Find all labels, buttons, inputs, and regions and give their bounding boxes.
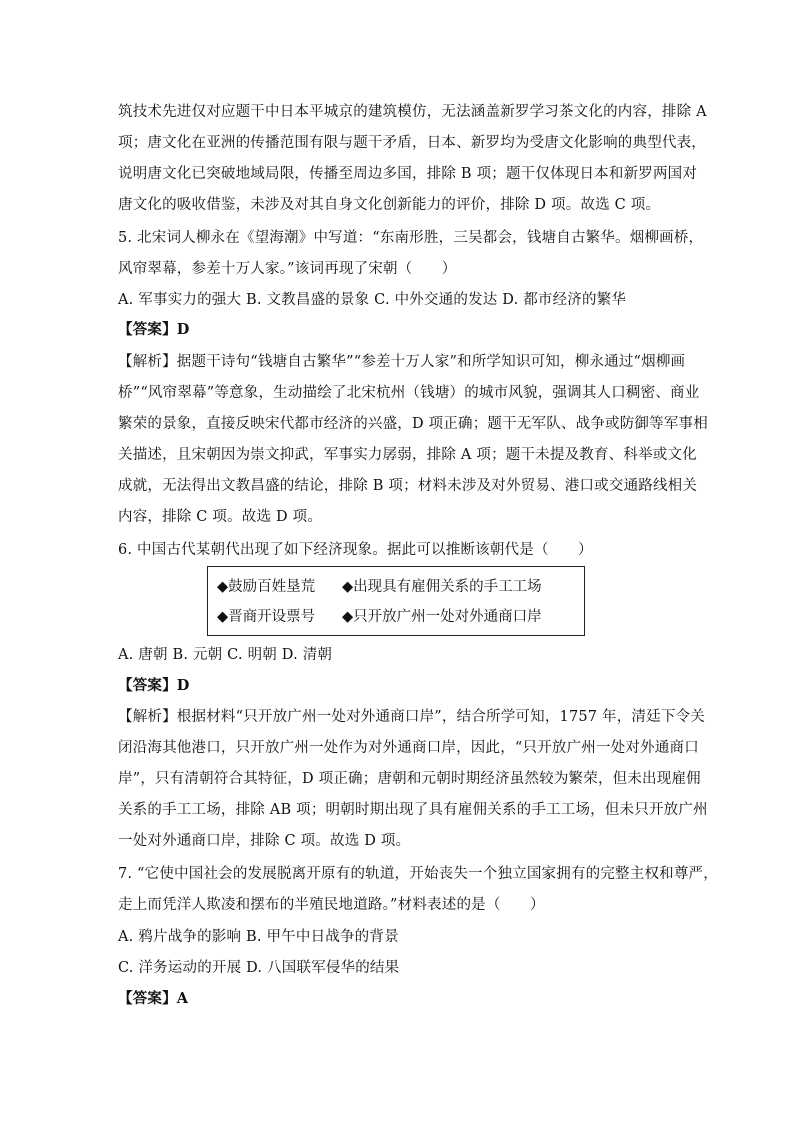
economic-phenomena-table: [207, 566, 585, 636]
question-7-stem: 走上而凭洋人欺凌和摆布的半殖民地道路。”材料表述的是（ ）: [118, 897, 545, 913]
answer-label: 【答案】D: [118, 677, 190, 694]
analysis-line: 岸”，只有清朝符合其特征，D 项正确；唐朝和元朝时期经济虽然较为繁荣，但未出现雇佣: [118, 771, 701, 787]
table-cell: ◆出现具有雇佣关系的手工工场: [342, 579, 542, 595]
answer-label: 【答案】A: [118, 990, 189, 1007]
text-line: 唐文化的吸收借鉴，未涉及对其自身文化创新能力的评价，排除 D 项。故选 C 项。: [118, 197, 661, 213]
analysis-line: 【解析】根据材料“只开放广州一处对外通商口岸”，结合所学可知，1757 年，清廷下令关: [118, 709, 705, 725]
question-5-stem: 5. 北宋词人柳永在《望海潮》中写道：“东南形胜，三吴都会，钱塘自古繁华。烟柳画桥，: [118, 230, 704, 246]
table-cell: ◆只开放广州一处对外通商口岸: [342, 609, 542, 625]
analysis-line: 成就，无法得出文教昌盛的结论，排除 B 项；材料未涉及对外贸易、港口或交通路线相关: [118, 478, 698, 494]
question-5-stem: 风帘翠幕，参差十万人家。”该词再现了宋朝（ ）: [118, 261, 457, 277]
answer-label: 【答案】D: [118, 321, 190, 338]
question-6-options: A. 唐朝 B. 元朝 C. 明朝 D. 清朝: [118, 647, 333, 663]
analysis-line: 【解析】据题干诗句“钱塘自古繁华”“参差十万人家”和所学知识可知，柳永通过“烟柳画: [118, 354, 686, 370]
analysis-line: 关系的手工工场，排除 AB 项；明朝时期出现了具有雇佣关系的手工工场，但未只开放广州: [118, 802, 708, 818]
analysis-line: 繁荣的景象，直接反映宋代都市经济的兴盛，D 项正确；题干无军队、战争或防御等军事相: [118, 416, 708, 432]
analysis-line: 桥”“风帘翠幕”等意象，生动描绘了北宋杭州（钱塘）的城市风貌，强调其人口稠密、商业: [118, 385, 700, 401]
analysis-line: 关描述，且宋朝因为崇文抑武，军事实力孱弱，排除 A 项；题干未提及教育、科举或文化: [118, 447, 697, 463]
question-5-options: A. 军事实力的强大 B. 文教昌盛的景象 C. 中外交通的发达 D. 都市经济的繁华: [118, 292, 627, 308]
text-line: 说明唐文化已突破地域局限，传播至周边多国，排除 B 项；题干仅体现日本和新罗两国对: [118, 166, 698, 182]
table-cell: ◆晋商开设票号: [217, 609, 316, 625]
question-6-stem: 6. 中国古代某朝代出现了如下经济现象。据此可以推断该朝代是（ ）: [118, 542, 593, 558]
text-line: 项；唐文化在亚洲的传播范围有限与题干矛盾，日本、新罗均为受唐文化影响的典型代表，: [118, 135, 706, 151]
question-7-options: C. 洋务运动的开展 D. 八国联军侵华的结果: [118, 960, 400, 976]
analysis-line: 内容，排除 C 项。故选 D 项。: [118, 509, 323, 525]
question-7-options: A. 鸦片战争的影响 B. 甲午中日战争的背景: [118, 929, 399, 945]
question-7-stem: 7. “它使中国社会的发展脱离开原有的轨道，开始丧失一个独立国家拥有的完整主权和尊严，: [118, 866, 718, 882]
text-line: 筑技术先进仅对应题干中日本平城京的建筑模仿，无法涵盖新罗学习茶文化的内容，排除 A: [118, 104, 707, 120]
table-cell: ◆鼓励百姓垦荒: [217, 579, 316, 595]
analysis-line: 闭沿海其他港口，只开放广州一处作为对外通商口岸，因此，“只开放广州一处对外通商口: [118, 740, 699, 756]
analysis-line: 一处对外通商口岸，排除 C 项。故选 D 项。: [118, 833, 411, 849]
